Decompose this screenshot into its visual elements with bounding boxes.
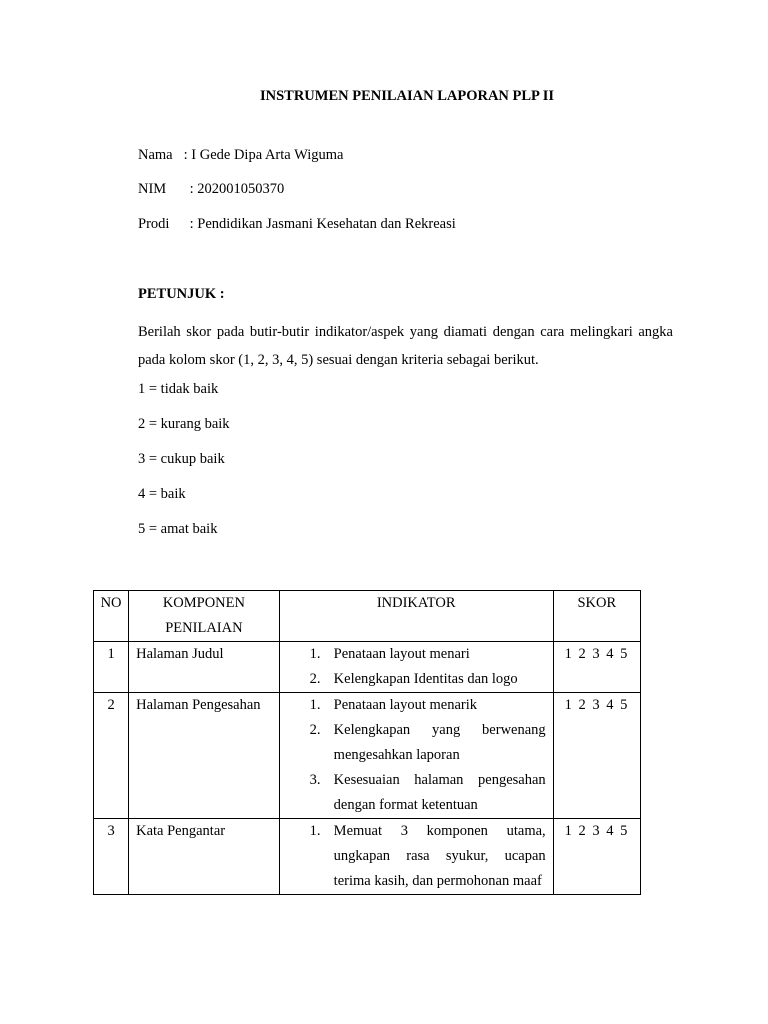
indikator-number: 1.: [309, 646, 321, 662]
prodi-row: [138, 216, 456, 233]
row-skor: [553, 642, 640, 693]
row-indikator: [279, 819, 553, 895]
header-no: NO: [94, 591, 129, 642]
rubric-table: [93, 590, 641, 895]
row-indikator: [279, 693, 553, 819]
nama-label: Nama: [138, 147, 173, 163]
indikator-text: Kelengkapan Identitas dan logo: [333, 671, 518, 687]
nim-row: [138, 181, 284, 198]
prodi-label: Prodi: [138, 216, 170, 232]
document-title: INSTRUMEN PENILAIAN LAPORAN PLP II: [259, 88, 555, 104]
prodi-value: : Pendidikan Jasmani Kesehatan dan Rekreasi: [189, 216, 456, 232]
row-indikator: [279, 642, 553, 693]
header-komponen: [129, 591, 280, 642]
row-no: 2: [94, 693, 129, 819]
row-komponen: [129, 693, 280, 819]
indikator-number: 2.: [309, 722, 321, 738]
criteria-item: 3 = cukup baik: [138, 451, 225, 467]
indikator-number: 2.: [309, 671, 321, 687]
header-komponen-line1: KOMPONEN: [162, 595, 245, 611]
row-no: 1: [94, 642, 129, 693]
petunjuk-heading: PETUNJUK :: [138, 286, 225, 302]
header-skor: SKOR: [553, 591, 640, 642]
komponen-text: Halaman Pengesahan: [136, 697, 261, 713]
nim-label: NIM: [138, 181, 167, 197]
indikator-item: [280, 642, 546, 667]
row-komponen: [129, 642, 280, 693]
header-komponen-line2: PENILAIAN: [165, 620, 243, 636]
indikator-text: Kelengkapan yang berwenang mengesahkan laporan: [333, 722, 546, 763]
komponen-text: Kata Pengantar: [136, 823, 226, 839]
table-header-row: [94, 591, 641, 642]
indikator-item: [280, 667, 546, 692]
row-skor: [553, 819, 640, 895]
criteria-item: 1 = tidak baik: [138, 381, 219, 397]
indikator-number: 1.: [309, 823, 321, 839]
row-komponen: [129, 819, 280, 895]
nama-value: : I Gede Dipa Arta Wiguma: [183, 147, 344, 163]
table-row: [94, 819, 641, 895]
indikator-number: 3.: [309, 772, 321, 788]
row-no: 3: [94, 819, 129, 895]
indikator-item: [280, 768, 546, 818]
indikator-item: [280, 693, 546, 718]
indikator-number: 1.: [309, 697, 321, 713]
indikator-text: Kesesuaian halaman pengesahan dengan format ketentuan: [333, 772, 546, 813]
komponen-text: Halaman Judul: [136, 646, 224, 662]
row-skor: [553, 693, 640, 819]
indikator-text: Penataan layout menari: [333, 646, 470, 662]
table-row: [94, 642, 641, 693]
skor-options: 1 2 3 4 5: [564, 646, 628, 662]
indikator-text: Penataan layout menarik: [333, 697, 478, 713]
nama-row: [138, 147, 343, 164]
header-indikator: INDIKATOR: [279, 591, 553, 642]
indikator-text: Memuat 3 komponen utama, ungkapan rasa syukur, ucapan terima kasih, dan permohonan maaf: [333, 823, 546, 889]
indikator-item: [280, 718, 546, 768]
criteria-item: 2 = kurang baik: [138, 416, 230, 432]
skor-options: 1 2 3 4 5: [564, 823, 628, 839]
criteria-item: 5 = amat baik: [138, 521, 218, 537]
indikator-item: [280, 819, 546, 894]
criteria-item: 4 = baik: [138, 486, 186, 502]
petunjuk-paragraph: Berilah skor pada butir-butir indikator/aspek yang diamati dengan cara melingkari angka pada kolom skor (1, 2, 3, 4, 5) sesuai dengan kriteria sebagai berikut.: [138, 324, 673, 368]
skor-options: 1 2 3 4 5: [564, 697, 628, 713]
nim-value: : 202001050370: [189, 181, 285, 197]
table-row: [94, 693, 641, 819]
